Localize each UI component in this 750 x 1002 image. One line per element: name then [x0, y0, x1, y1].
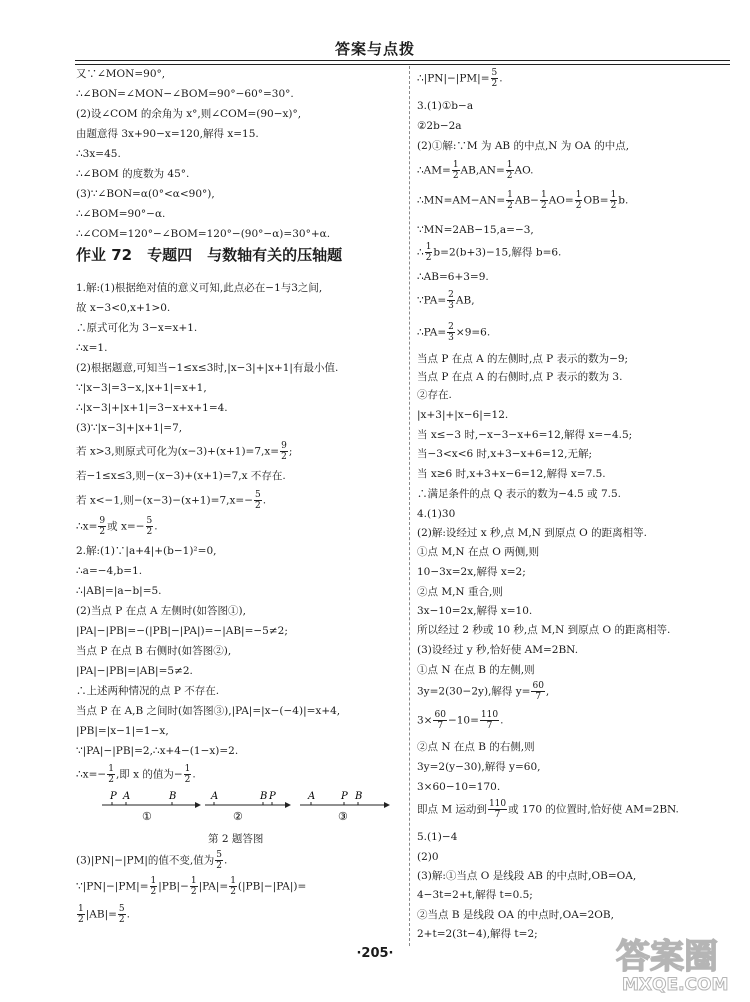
text-segment: OB= [583, 194, 609, 207]
math-line [417, 160, 533, 181]
denominator: 2 [118, 915, 125, 925]
text-segment: (|PB|−|PA|)= [237, 880, 307, 893]
text-line: ∴∠BON=∠MON−∠BOM=90°−60°=30°. [76, 88, 294, 100]
denominator: 2 [610, 201, 617, 211]
text-segment: ∵|PN|−|PM|= [76, 880, 149, 893]
text-segment: . [223, 854, 228, 867]
header-rule-thin [75, 64, 730, 65]
point-label: A [211, 791, 219, 802]
fraction [506, 160, 514, 181]
fraction [540, 190, 548, 211]
text-segment: AB,AN= [460, 164, 505, 177]
numerator: 1 [610, 190, 617, 200]
text-line: (3)解:①当点 O 是线段 AB 的中点时,OB=OA, [417, 870, 637, 882]
text-segment: . [192, 768, 196, 781]
text-line: ∴3x=45. [76, 148, 121, 160]
denominator: 2 [281, 452, 287, 462]
text-segment: b=2(b+3)−15,解得 b=6. [433, 246, 562, 259]
text-line: ∴a=−4,b=1. [76, 565, 143, 577]
numerator: 5 [255, 490, 261, 500]
denominator: 2 [452, 171, 459, 181]
math-line [417, 68, 503, 89]
denominator: 2 [146, 527, 153, 537]
point-label: P [269, 791, 276, 802]
numerator: 110 [488, 799, 507, 809]
text-segment: 或 x=− [107, 520, 145, 533]
text-segment: ∴x= [76, 520, 98, 533]
text-line: 若−1≤x≤3,则−(x−3)+(x+1)=7,x 不存在. [76, 470, 286, 482]
text-line: ∴原式可化为 3−x=x+1. [76, 322, 198, 334]
text-segment: . [154, 520, 158, 533]
fraction [433, 710, 446, 731]
text-line: 2+t=2(3t−4),解得 t=2; [417, 928, 538, 940]
numerator: 9 [281, 441, 287, 451]
math-line [76, 441, 292, 462]
text-segment: AB, [455, 294, 475, 307]
denominator: 7 [437, 721, 444, 731]
point-label: A [123, 791, 131, 802]
fraction [150, 876, 158, 897]
text-line: ∴上述两种情况的点 P 不存在. [76, 685, 220, 697]
text-segment: ∴ [417, 246, 424, 259]
text-line: |PA|−|PB|=−(|PB|−|PA|)=−|AB|=−5≠2; [76, 625, 288, 637]
text-line: ∴∠BOM 的度数为 45°. [76, 168, 190, 180]
denominator: 2 [190, 887, 197, 897]
denominator: 2 [425, 253, 432, 263]
text-line: 3x−10=2x,解得 x=10. [417, 605, 533, 617]
text-line: |PB|=|x−1|=1−x, [76, 725, 169, 737]
numerator: 1 [78, 904, 84, 914]
text-segment: 3y=2(30−2y),解得 y= [417, 685, 531, 698]
text-line: ∴∠COM=120°−∠BOM=120°−(90°−α)=30°+α. [76, 228, 331, 240]
numerator: 60 [434, 710, 446, 720]
math-line [417, 799, 679, 820]
numerator: 2 [448, 322, 454, 332]
fraction [254, 490, 262, 511]
text-line: 1.解:(1)根据绝对值的意义可知,此点必在−1与3之间, [76, 282, 323, 294]
point-label: B [260, 791, 268, 802]
text-line: ∴∠BOM=90°−α. [76, 208, 166, 220]
text-segment: ∴MN=AM−AN= [417, 194, 506, 207]
math-line [417, 681, 549, 702]
math-line [76, 904, 130, 925]
numerator: 1 [230, 876, 236, 886]
numerator: 1 [425, 242, 432, 252]
text-line: ②存在. [417, 389, 452, 401]
text-segment: AB− [514, 194, 539, 207]
text-line: 5.(1)−4 [417, 831, 458, 843]
text-line: 由题意得 3x+90−x=120,解得 x=15. [76, 128, 259, 140]
numerator: 110 [480, 710, 499, 720]
denominator: 2 [184, 775, 191, 785]
text-line: ∴|AB|=|a−b|=5. [76, 585, 162, 597]
text-line: ②2b−2a [417, 120, 462, 132]
fraction [229, 876, 237, 897]
text-segment: ∴AM= [417, 164, 451, 177]
text-line: ②点 M,N 重合,则 [417, 586, 503, 598]
denominator: 2 [506, 171, 513, 181]
fraction [452, 160, 460, 181]
numerator: 1 [540, 190, 547, 200]
math-line [417, 710, 503, 731]
text-line: 2.解:(1)∵|a+4|+(b−1)²=0, [76, 545, 217, 557]
denominator: 2 [108, 775, 114, 785]
fraction [575, 190, 583, 211]
text-segment: . [126, 908, 130, 921]
math-line [76, 490, 266, 511]
text-line: |x+3|+|x−6|=12. [417, 409, 509, 421]
text-line: ①点 N 在点 B 的左侧,则 [417, 664, 535, 676]
text-line: 10−3x=2x,解得 x=2; [417, 566, 526, 578]
figure-number: ① [142, 810, 152, 823]
numerator: 1 [507, 190, 513, 200]
numerator: 1 [150, 876, 157, 886]
text-line: 3y=2(y−30),解得 y=60, [417, 761, 541, 773]
text-segment: AO= [548, 194, 574, 207]
text-line: |PA|−|PB|=|AB|=5≠2. [76, 665, 193, 677]
text-segment: 或 170 的位置时,恰好使 AM=2BN. [508, 803, 679, 816]
fraction [425, 242, 433, 263]
denominator: 2 [507, 201, 513, 211]
text-line: 当点 P 在点 B 右侧时(如答图②), [76, 645, 232, 657]
text-segment: ∴x=− [76, 768, 107, 781]
fraction [531, 681, 544, 702]
denominator: 2 [575, 201, 582, 211]
text-segment: . [262, 494, 267, 507]
text-segment: ×9=6. [455, 326, 491, 339]
fraction [190, 876, 198, 897]
text-line: ∵MN=2AB−15,a=−3, [417, 224, 534, 236]
text-segment: ,即 x 的值为− [115, 768, 183, 781]
text-segment: ∵PA= [417, 294, 447, 307]
text-segment: |PB|− [158, 880, 189, 893]
column-divider [409, 66, 410, 946]
numerator: 5 [491, 68, 498, 78]
watermark-subtext: MXQE.COM [622, 975, 729, 995]
text-line: ①点 M,N 在点 O 两侧,则 [417, 546, 540, 558]
denominator: 7 [494, 810, 501, 820]
numerator: 1 [575, 190, 582, 200]
math-line [417, 190, 628, 211]
page-number: ·205· [356, 946, 394, 961]
text-segment: (3)|PN|−|PM|的值不变,值为 [76, 854, 215, 867]
text-line: 当点 P 在点 A 的左侧时,点 P 表示的数为−9; [417, 353, 629, 365]
section-heading: 作业 72 专题四 与数轴有关的压轴题 [76, 246, 343, 264]
figure-number: ② [233, 810, 243, 823]
header-title: 答案与点拨 [334, 40, 415, 58]
text-segment: −10= [447, 714, 479, 727]
denominator: 2 [78, 915, 84, 925]
figure-number: ③ [338, 810, 348, 823]
number-line-3 [300, 791, 390, 823]
text-segment: |AB|= [85, 908, 117, 921]
text-line: (2)解:设经过 x 秒,点 M,N 到原点 O 的距离相等. [417, 527, 647, 539]
text-line: 又∵∠MON=90°, [76, 68, 166, 80]
text-segment: . [499, 72, 503, 85]
text-line: ∴满足条件的点 Q 表示的数为−4.5 或 7.5. [417, 488, 621, 500]
math-line [76, 516, 158, 537]
numerator: 60 [532, 681, 544, 691]
text-line: (3)∵∠BON=α(0°<α<90°), [76, 188, 215, 200]
math-line [76, 764, 196, 785]
text-line: ∴|x−3|+|x+1|=3−x+x+1=4. [76, 402, 228, 414]
text-line: 4.(1)30 [417, 508, 456, 520]
numerator: 5 [146, 516, 153, 526]
watermark-text: 答案圈 [616, 937, 718, 977]
text-segment: ∴|PN|−|PM|= [417, 72, 490, 85]
fraction [146, 516, 154, 537]
numerator: 1 [506, 160, 513, 170]
denominator: 3 [448, 301, 454, 311]
numerator: 5 [118, 904, 125, 914]
text-line: ∵|x−3|=3−x,|x+1|=x+1, [76, 382, 207, 394]
numerator: 1 [108, 764, 114, 774]
fraction [480, 710, 499, 731]
math-line [417, 322, 490, 343]
fraction [77, 904, 85, 925]
text-line: (3)∵|x−3|+|x+1|=7, [76, 422, 183, 434]
text-line: (2)当点 P 在点 A 左侧时(如答图①), [76, 605, 246, 617]
number-line-1 [102, 791, 201, 823]
text-segment: ; [288, 445, 293, 458]
point-label: P [110, 791, 117, 802]
numerator: 9 [99, 516, 106, 526]
point-label: B [355, 791, 363, 802]
fraction [447, 322, 455, 343]
header-rule [75, 60, 730, 61]
text-segment: , [545, 685, 550, 698]
denominator: 2 [540, 201, 547, 211]
text-line: ②点 N 在点 B 的右侧,则 [417, 741, 535, 753]
fraction [491, 68, 499, 89]
text-line: 当点 P 在点 A 的右侧时,点 P 表示的数为 3. [417, 371, 623, 383]
text-segment: 3× [417, 714, 433, 727]
text-line: (2)0 [417, 851, 439, 863]
fraction [98, 516, 106, 537]
math-line [76, 876, 306, 897]
denominator: 2 [150, 887, 157, 897]
text-line: 当 x≥6 时,x+3+x−6=12,解得 x=7.5. [417, 468, 606, 480]
text-line: 当 x≤−3 时,−x−3−x+6=12,解得 x=−4.5; [417, 429, 633, 441]
text-line: 4−3t=2+t,解得 t=0.5; [417, 889, 533, 901]
text-segment: ∴PA= [417, 326, 447, 339]
numerator: 1 [452, 160, 459, 170]
fraction [488, 799, 507, 820]
text-line: 当点 P 在 A,B 之间时(如答图③),|PA|=|x−(−4)|=x+4, [76, 705, 341, 717]
denominator: 3 [448, 333, 454, 343]
math-line [417, 290, 475, 311]
numerator: 2 [448, 290, 454, 300]
text-segment: 即点 M 运动到 [417, 803, 487, 816]
text-line: 3×60−10=170. [417, 781, 501, 793]
text-line: (2)设∠COM 的余角为 x°,则∠COM=(90−x)°, [76, 108, 302, 120]
text-line: (2)根据题意,可知当−1≤x≤3时,|x−3|+|x+1|有最小值. [76, 362, 339, 374]
fraction [447, 290, 455, 311]
denominator: 2 [216, 861, 222, 871]
point-label: P [341, 791, 348, 802]
text-line: 所以经过 2 秒或 10 秒,点 M,N 到原点 O 的距离相等. [417, 624, 671, 636]
denominator: 7 [535, 692, 542, 702]
denominator: 7 [486, 721, 493, 731]
fraction [280, 441, 288, 462]
text-line: 当−3<x<6 时,x+3−x+6=12,无解; [417, 448, 592, 460]
denominator: 2 [491, 79, 498, 89]
fraction [610, 190, 618, 211]
text-line: ∴AB=6+3=9. [417, 271, 489, 283]
text-segment: 若 x>3,则原式可化为(x−3)+(x+1)=7,x= [76, 445, 280, 458]
numerator: 5 [216, 850, 222, 860]
fraction [215, 850, 223, 871]
number-line-figure [100, 789, 400, 825]
denominator: 2 [99, 527, 106, 537]
text-segment: b. [618, 194, 629, 207]
text-segment: |PA|= [198, 880, 229, 893]
fraction [107, 764, 115, 785]
number-line-2 [205, 791, 291, 823]
text-segment: 若 x<−1,则−(x−3)−(x+1)=7,x=− [76, 494, 253, 507]
math-line [417, 242, 561, 263]
point-label: B [169, 791, 177, 802]
text-line: ②当点 B 是线段 OA 的中点时,OA=2OB, [417, 909, 614, 921]
text-line: (3)设经过 y 秒,恰好使 AM=2BN. [417, 644, 579, 656]
figure-caption: 第 2 题答图 [208, 833, 264, 845]
numerator: 1 [184, 764, 191, 774]
fraction [506, 190, 514, 211]
text-line: (2)①解:∵M 为 AB 的中点,N 为 OA 的中点, [417, 140, 630, 152]
text-line: ∴x=1. [76, 342, 108, 354]
text-line: 3.(1)①b−a [417, 100, 474, 112]
text-segment: AO. [514, 164, 534, 177]
fraction [118, 904, 126, 925]
text-line: 故 x−3<0,x+1>0. [76, 302, 171, 314]
math-line [76, 850, 227, 871]
fraction [184, 764, 192, 785]
watermark-logo [610, 930, 740, 996]
denominator: 2 [255, 501, 261, 511]
numerator: 1 [190, 876, 197, 886]
text-segment: . [500, 714, 504, 727]
point-label: A [308, 791, 316, 802]
text-line: ∵|PA|−|PB|=2,∴x+4−(1−x)=2. [76, 745, 239, 757]
denominator: 2 [230, 887, 236, 897]
